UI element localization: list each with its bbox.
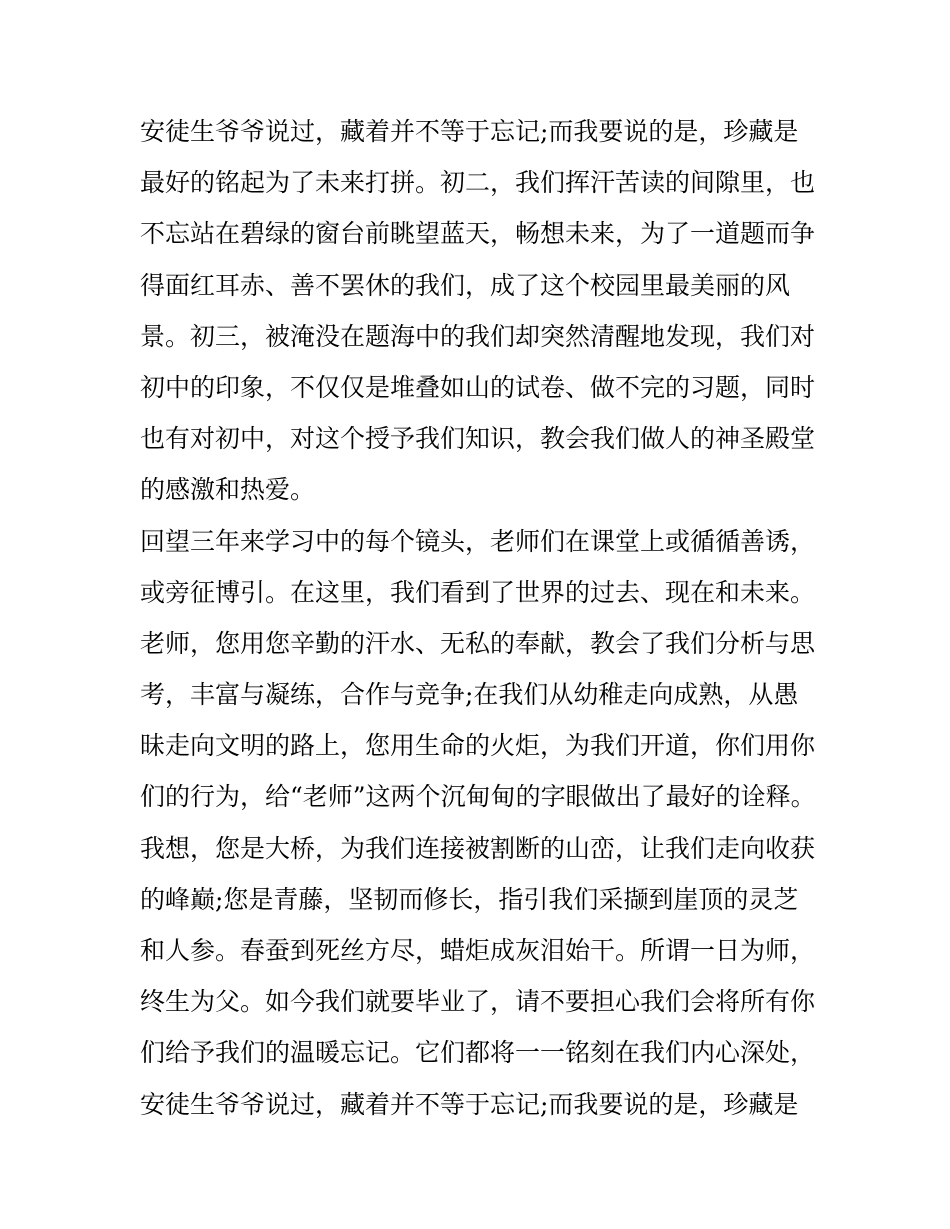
text-line: 考，丰富与凝练，合作与竞争;在我们从幼稚走向成熟，从愚: [140, 680, 799, 710]
text-line: 或旁征博引。在这里，我们看到了世界的过去、现在和未来。: [140, 577, 816, 607]
body-text: [140, 106, 830, 1130]
text-line: 回望三年来学习中的每个镜头，老师们在课堂上或循循善诱，: [140, 526, 816, 556]
text-line: 们的行为，给“老师”这两个沉甸甸的字眼做出了最好的诠释。: [140, 782, 816, 812]
text-line: 我想，您是大桥，为我们连接被割断的山峦，让我们走向收获: [140, 833, 816, 863]
text-line: 的峰巅;您是青藤，坚韧而修长，指引我们采撷到崖顶的灵芝: [140, 884, 799, 914]
text-line: 初中的印象，不仅仅是堆叠如山的试卷、做不完的习题，同时: [140, 372, 816, 402]
text-line: 安徒生爷爷说过，藏着并不等于忘记;而我要说的是，珍藏是: [140, 117, 799, 146]
text-line: 和人参。春蚕到死丝方尽，蜡炬成灰泪始干。所谓一日为师，: [140, 936, 816, 965]
text-line: 也有对初中，对这个授予我们知识，教会我们做人的神圣殿堂: [140, 424, 816, 454]
text-line: 最好的铭起为了未来打拼。初二，我们挥汗苦读的间隙里，也: [140, 168, 816, 198]
text-line: 终生为父。如今我们就要毕业了，请不要担心我们会将所有你: [140, 987, 816, 1017]
text-line: 得面红耳赤、善不罢休的我们，成了这个校园里最美丽的风: [140, 270, 791, 300]
text-line: 们给予我们的温暖忘记。它们都将一一铭刻在我们内心深处，: [140, 1038, 816, 1068]
text-line: 的感激和热爱。: [140, 475, 316, 505]
text-line: 昧走向文明的路上，您用生命的火炬，为我们开道，你们用你: [140, 731, 816, 761]
text-line: 景。初三，被淹没在题海中的我们却突然清醒地发现，我们对: [140, 321, 816, 351]
text-line: 安徒生爷爷说过，藏着并不等于忘记;而我要说的是，珍藏是: [140, 1089, 799, 1119]
text-line: 老师，您用您辛勤的汗水、无私的奉献，教会了我们分析与思: [140, 628, 816, 658]
text-line: 不忘站在碧绿的窗台前眺望蓝天，畅想未来，为了一道题而争: [140, 219, 816, 249]
